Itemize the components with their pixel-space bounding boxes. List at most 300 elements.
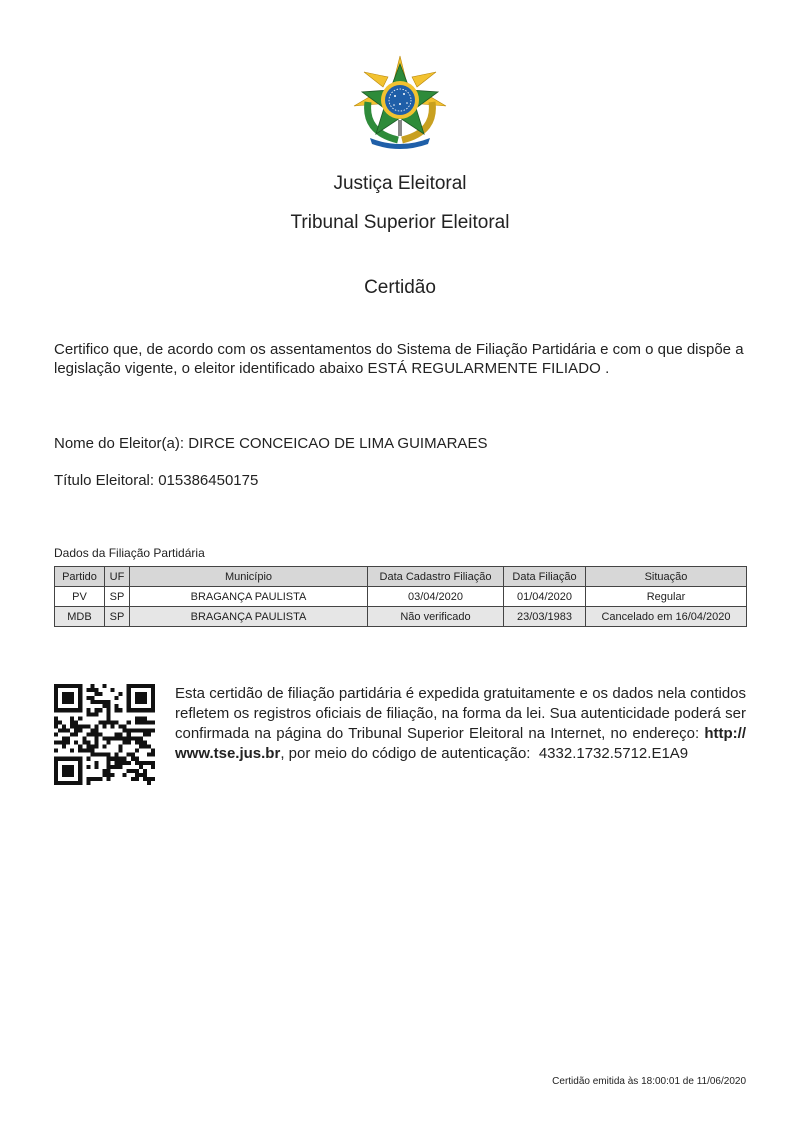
qr-module: [102, 700, 106, 704]
qr-module: [82, 724, 86, 728]
voter-name-line: [54, 435, 487, 452]
qr-module: [94, 728, 98, 732]
qr-module: [58, 720, 62, 724]
qr-module: [135, 741, 139, 745]
qr-module: [151, 765, 155, 769]
qr-module: [123, 728, 127, 732]
qr-module: [151, 749, 155, 753]
qr-module: [98, 720, 102, 724]
qr-module: [147, 761, 151, 765]
qr-module: [94, 712, 98, 716]
qr-module: [66, 692, 70, 696]
column-header-uf: UF: [105, 567, 130, 587]
qr-module: [143, 741, 147, 745]
qr-module: [98, 777, 102, 781]
qr-module: [90, 728, 94, 732]
qr-module: [127, 696, 131, 700]
qr-module: [139, 720, 143, 724]
qr-module: [54, 732, 58, 736]
qr-module: [58, 781, 62, 785]
qr-module: [94, 732, 98, 736]
qr-module: [151, 684, 155, 688]
qr-module: [94, 753, 98, 757]
qr-module: [143, 769, 147, 773]
qr-module: [54, 692, 58, 696]
qr-module: [78, 688, 82, 692]
qr-module: [98, 700, 102, 704]
qr-module: [70, 765, 74, 769]
qr-module: [115, 757, 119, 761]
qr-module: [151, 753, 155, 757]
qr-module: [143, 745, 147, 749]
qr-module: [54, 777, 58, 781]
qr-module: [111, 737, 115, 741]
qr-module: [74, 720, 78, 724]
qr-module: [86, 757, 90, 761]
qr-module: [90, 700, 94, 704]
qr-module: [151, 696, 155, 700]
qr-module: [135, 777, 139, 781]
qr-module: [54, 761, 58, 765]
qr-module: [135, 728, 139, 732]
qr-module: [139, 696, 143, 700]
qr-module: [54, 781, 58, 785]
qr-module: [147, 720, 151, 724]
qr-module: [147, 777, 151, 781]
qr-module: [111, 765, 115, 769]
qr-module: [127, 688, 131, 692]
qr-module: [115, 732, 119, 736]
court-title: Tribunal Superior Eleitoral: [290, 212, 510, 233]
certification-tail: .: [600, 360, 610, 377]
voter-title-label: Título Eleitoral:: [54, 472, 155, 489]
coat-of-arms-emblem: [350, 54, 450, 150]
cell-municipio: BRAGANÇA PAULISTA: [130, 587, 368, 607]
qr-module: [66, 769, 70, 773]
qr-module: [54, 688, 58, 692]
column-header-situacao: Situação: [586, 567, 747, 587]
qr-module: [111, 688, 115, 692]
qr-module: [78, 716, 82, 720]
column-header-partido: Partido: [55, 567, 105, 587]
qr-module: [107, 753, 111, 757]
qr-module: [90, 732, 94, 736]
qr-module: [98, 692, 102, 696]
qr-module: [111, 757, 115, 761]
qr-module: [147, 753, 151, 757]
qr-module: [86, 688, 90, 692]
qr-module: [107, 712, 111, 716]
qr-module: [86, 749, 90, 753]
qr-module: [139, 728, 143, 732]
qr-module: [78, 769, 82, 773]
qr-module: [74, 732, 78, 736]
document-title: Certidão: [364, 277, 436, 298]
qr-module: [123, 757, 127, 761]
qr-module: [127, 684, 131, 688]
qr-module: [66, 708, 70, 712]
qr-module: [70, 724, 74, 728]
qr-module: [78, 724, 82, 728]
qr-module: [94, 741, 98, 745]
table-header-row: [55, 567, 747, 587]
qr-module: [90, 696, 94, 700]
qr-module: [151, 728, 155, 732]
qr-module: [78, 777, 82, 781]
qr-module: [70, 720, 74, 724]
qr-module: [98, 708, 102, 712]
qr-module: [107, 704, 111, 708]
qr-module: [74, 684, 78, 688]
qr-module: [139, 741, 143, 745]
qr-module: [54, 773, 58, 777]
qr-module: [70, 732, 74, 736]
qr-module: [115, 696, 119, 700]
qr-module: [86, 781, 90, 785]
qr-module: [70, 773, 74, 777]
qr-module: [62, 745, 66, 749]
cell-municipio: BRAGANÇA PAULISTA: [130, 607, 368, 627]
qr-module: [143, 728, 147, 732]
qr-module: [102, 737, 106, 741]
qr-module: [131, 757, 135, 761]
qr-module: [98, 732, 102, 736]
qr-module: [119, 724, 123, 728]
qr-module: [111, 724, 115, 728]
qr-module: [66, 773, 70, 777]
qr-module: [70, 696, 74, 700]
qr-module: [62, 757, 66, 761]
qr-module: [119, 761, 123, 765]
qr-module: [123, 773, 127, 777]
qr-module: [74, 708, 78, 712]
qr-module: [135, 737, 139, 741]
qr-module: [119, 765, 123, 769]
qr-module: [54, 724, 58, 728]
cell-data-cadastro: 03/04/2020: [368, 587, 504, 607]
qr-module: [107, 700, 111, 704]
qr-module: [54, 765, 58, 769]
qr-module: [86, 745, 90, 749]
qr-module: [119, 745, 123, 749]
qr-module: [94, 708, 98, 712]
qr-module: [127, 720, 131, 724]
qr-module: [62, 724, 66, 728]
qr-module: [127, 741, 131, 745]
qr-module: [78, 692, 82, 696]
qr-module: [70, 716, 74, 720]
qr-module: [119, 732, 123, 736]
qr-module: [78, 704, 82, 708]
verification-url[interactable]: http:// www.tse.jus.br: [175, 725, 746, 762]
authentication-text: Esta certidão de filiação partidária é expedida gratuitamente e os dados nela contidos refletem os registros oficiais de filiação, na forma da lei. Sua autenticidade poderá ser confirmada na página do Tribunal Superior Eleitoral na Internet, no endereço:: [175, 685, 746, 742]
qr-module: [66, 757, 70, 761]
qr-module: [62, 737, 66, 741]
qr-module: [58, 708, 62, 712]
qr-module: [62, 696, 66, 700]
qr-module: [119, 692, 123, 696]
qr-module: [123, 724, 127, 728]
qr-module: [78, 781, 82, 785]
certification-paragraph: [54, 340, 754, 378]
qr-module: [58, 741, 62, 745]
qr-module: [66, 781, 70, 785]
qr-module: [58, 728, 62, 732]
qr-module: [147, 728, 151, 732]
qr-module: [127, 700, 131, 704]
qr-module: [151, 700, 155, 704]
qr-module: [143, 761, 147, 765]
qr-module: [127, 728, 131, 732]
qr-module: [90, 688, 94, 692]
qr-module: [94, 724, 98, 728]
qr-module: [119, 757, 123, 761]
qr-module: [107, 757, 111, 761]
qr-module: [127, 704, 131, 708]
authentication-paragraph: [175, 684, 746, 764]
qr-module: [94, 737, 98, 741]
qr-module: [143, 692, 147, 696]
qr-module: [127, 753, 131, 757]
qr-module: [70, 684, 74, 688]
qr-module: [94, 777, 98, 781]
qr-module: [115, 720, 119, 724]
qr-module: [54, 769, 58, 773]
qr-module: [78, 765, 82, 769]
qr-module: [131, 769, 135, 773]
qr-module: [74, 741, 78, 745]
certification-text: Certifico que, de acordo com os assentamentos do Sistema de Filiação Partidária e com o que dispõe a legislação vigente, o eleitor identificado abaixo: [54, 341, 744, 377]
qr-module: [66, 765, 70, 769]
qr-module: [127, 769, 131, 773]
qr-module: [151, 761, 155, 765]
qr-module: [78, 700, 82, 704]
qr-module: [78, 773, 82, 777]
qr-module: [94, 692, 98, 696]
qr-module: [151, 692, 155, 696]
qr-module: [54, 700, 58, 704]
qr-module: [86, 712, 90, 716]
qr-module: [135, 696, 139, 700]
authentication-text-mid: , por meio do código de autenticação:: [280, 745, 531, 762]
qr-module: [107, 741, 111, 745]
qr-module: [86, 696, 90, 700]
cell-partido: PV: [55, 587, 105, 607]
qr-module: [147, 708, 151, 712]
qr-module: [62, 700, 66, 704]
voter-name-value: DIRCE CONCEICAO DE LIMA GUIMARAES: [188, 435, 488, 452]
qr-module: [78, 745, 82, 749]
qr-module: [143, 777, 147, 781]
qr-module: [115, 704, 119, 708]
qr-module: [94, 688, 98, 692]
qr-module: [115, 708, 119, 712]
qr-module: [70, 692, 74, 696]
qr-module: [78, 708, 82, 712]
qr-module: [74, 728, 78, 732]
qr-module: [54, 716, 58, 720]
qr-module: [94, 765, 98, 769]
qr-module: [135, 692, 139, 696]
qr-module: [135, 720, 139, 724]
qr-module: [119, 749, 123, 753]
qr-module: [107, 761, 111, 765]
qr-module: [139, 708, 143, 712]
qr-module: [102, 720, 106, 724]
qr-module: [94, 761, 98, 765]
qr-module: [86, 708, 90, 712]
qr-module: [143, 773, 147, 777]
qr-module: [102, 773, 106, 777]
qr-module: [123, 741, 127, 745]
cell-data-filiacao: 23/03/1983: [504, 607, 586, 627]
qr-module: [86, 777, 90, 781]
qr-module: [127, 732, 131, 736]
qr-module: [70, 769, 74, 773]
qr-module: [151, 777, 155, 781]
column-header-data-cadastro: Data Cadastro Filiação: [368, 567, 504, 587]
qr-module: [78, 757, 82, 761]
qr-module: [143, 696, 147, 700]
qr-module: [115, 753, 119, 757]
qr-module: [123, 737, 127, 741]
voter-name-label: Nome do Eleitor(a):: [54, 435, 185, 452]
qr-module: [135, 757, 139, 761]
qr-module: [102, 724, 106, 728]
column-header-data-filiacao: Data Filiação: [504, 567, 586, 587]
qr-module: [147, 684, 151, 688]
qr-module: [111, 720, 115, 724]
voter-title-line: [54, 472, 258, 489]
cell-situacao: Regular: [586, 587, 747, 607]
qr-module: [139, 684, 143, 688]
qr-module: [102, 704, 106, 708]
qr-module: [62, 773, 66, 777]
qr-module: [82, 737, 86, 741]
qr-module: [139, 692, 143, 696]
qr-module: [66, 741, 70, 745]
qr-module: [111, 773, 115, 777]
cell-data-filiacao: 01/04/2020: [504, 587, 586, 607]
qr-module: [70, 700, 74, 704]
qr-module: [127, 761, 131, 765]
qr-module: [107, 765, 111, 769]
qr-module: [139, 765, 143, 769]
qr-module: [70, 781, 74, 785]
qr-module: [115, 765, 119, 769]
qr-code: [54, 684, 155, 785]
column-header-municipio: Município: [130, 567, 368, 587]
qr-module: [66, 728, 70, 732]
qr-module: [54, 720, 58, 724]
qr-module: [78, 749, 82, 753]
qr-module: [127, 692, 131, 696]
qr-module: [151, 704, 155, 708]
qr-module: [62, 728, 66, 732]
qr-module: [54, 749, 58, 753]
qr-module: [58, 757, 62, 761]
qr-module: [86, 741, 90, 745]
qr-module: [66, 700, 70, 704]
cell-uf: SP: [105, 607, 130, 627]
qr-module: [135, 700, 139, 704]
qr-module: [135, 761, 139, 765]
affiliation-table: [54, 566, 747, 627]
qr-module: [102, 753, 106, 757]
qr-module: [127, 708, 131, 712]
qr-module: [107, 773, 111, 777]
qr-module: [54, 708, 58, 712]
qr-module: [139, 716, 143, 720]
qr-module: [131, 728, 135, 732]
affiliation-status: ESTÁ REGULARMENTE FILIADO: [367, 360, 601, 377]
qr-module: [90, 712, 94, 716]
qr-module: [139, 700, 143, 704]
qr-module: [115, 737, 119, 741]
qr-module: [90, 753, 94, 757]
qr-module: [94, 745, 98, 749]
qr-module: [143, 720, 147, 724]
qr-module: [131, 753, 135, 757]
qr-module: [78, 761, 82, 765]
qr-module: [131, 684, 135, 688]
qr-module: [54, 684, 58, 688]
qr-module: [62, 769, 66, 773]
qr-module: [135, 684, 139, 688]
qr-module: [139, 745, 143, 749]
qr-module: [107, 777, 111, 781]
qr-code-icon: [54, 684, 155, 785]
qr-module: [98, 753, 102, 757]
qr-module: [74, 781, 78, 785]
qr-module: [127, 737, 131, 741]
qr-module: [102, 769, 106, 773]
qr-module: [82, 749, 86, 753]
qr-module: [123, 761, 127, 765]
qr-module: [82, 741, 86, 745]
qr-module: [66, 737, 70, 741]
qr-module: [54, 704, 58, 708]
voter-title-value: 015386450175: [158, 472, 259, 489]
qr-module: [131, 708, 135, 712]
qr-module: [131, 777, 135, 781]
qr-module: [74, 757, 78, 761]
qr-module: [62, 708, 66, 712]
cell-uf: SP: [105, 587, 130, 607]
qr-module: [62, 684, 66, 688]
qr-module: [135, 769, 139, 773]
qr-module: [147, 732, 151, 736]
table-row: [55, 607, 747, 627]
qr-module: [94, 700, 98, 704]
qr-module: [78, 696, 82, 700]
qr-module: [90, 745, 94, 749]
qr-module: [74, 724, 78, 728]
qr-module: [151, 688, 155, 692]
qr-module: [143, 708, 147, 712]
qr-module: [107, 720, 111, 724]
qr-module: [78, 684, 82, 688]
qr-module: [54, 741, 58, 745]
qr-module: [135, 716, 139, 720]
qr-module: [139, 773, 143, 777]
qr-module: [90, 749, 94, 753]
brazil-coat-of-arms-icon: [350, 54, 450, 150]
qr-module: [66, 696, 70, 700]
issue-timestamp: Certidão emitida às 18:00:01 de 11/06/2020: [552, 1076, 746, 1087]
qr-module: [70, 749, 74, 753]
qr-module: [58, 684, 62, 688]
